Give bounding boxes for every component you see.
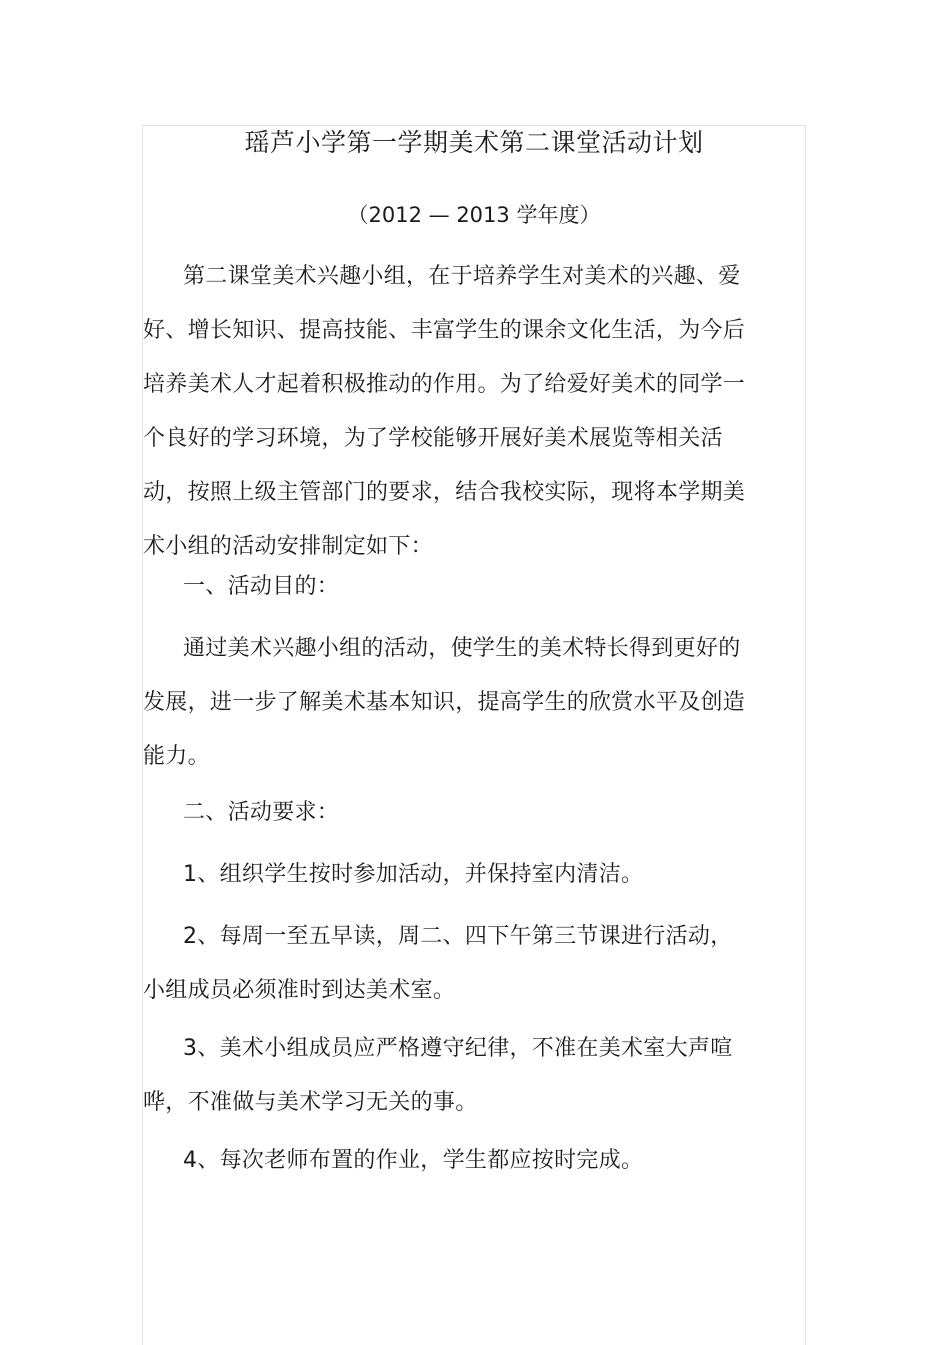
section-heading-requirements: 二、活动要求： <box>183 800 340 825</box>
requirement-item: 4、每次老师布置的作业，学生都应按时完成。 <box>183 1148 644 1173</box>
document-title: 瑶芦小学第一学期美术第二课堂活动计划 <box>244 128 704 157</box>
requirement-item: 1、组织学生按时参加活动，并保持室内清洁。 <box>183 862 644 887</box>
section-body-goal: 通过美术兴趣小组的活动，使学生的美术特长得到更好的发展，进一步了解美术基本知识，提高学生的欣赏水平及创造能力。 <box>143 636 746 769</box>
intro-paragraph: 第二课堂美术兴趣小组，在于培养学生对美术的兴趣、爱好、增长知识、提高技能、丰富学生的课余文化生活，为今后培养美术人才起着积极推动的作用。为了给爱好美术的同学一个良好的学习环境，为了学校能够开展好美术展览等相关活动，按照上级主管部门的要求，结合我校实际，现将本学期美术小组的活动安排制定如下： <box>143 264 746 559</box>
requirement-item: 2、每周一至五早读，周二、四下午第三节课进行活动，小组成员必须准时到达美术室。 <box>143 924 733 1003</box>
requirement-item: 3、美术小组成员应严格遵守纪律，不准在美术室大声喧哗，不准做与美术学习无关的事。 <box>143 1036 733 1115</box>
section-heading-goal: 一、活动目的： <box>183 574 340 599</box>
document-subtitle: （2012 — 2013 学年度） <box>347 203 601 227</box>
